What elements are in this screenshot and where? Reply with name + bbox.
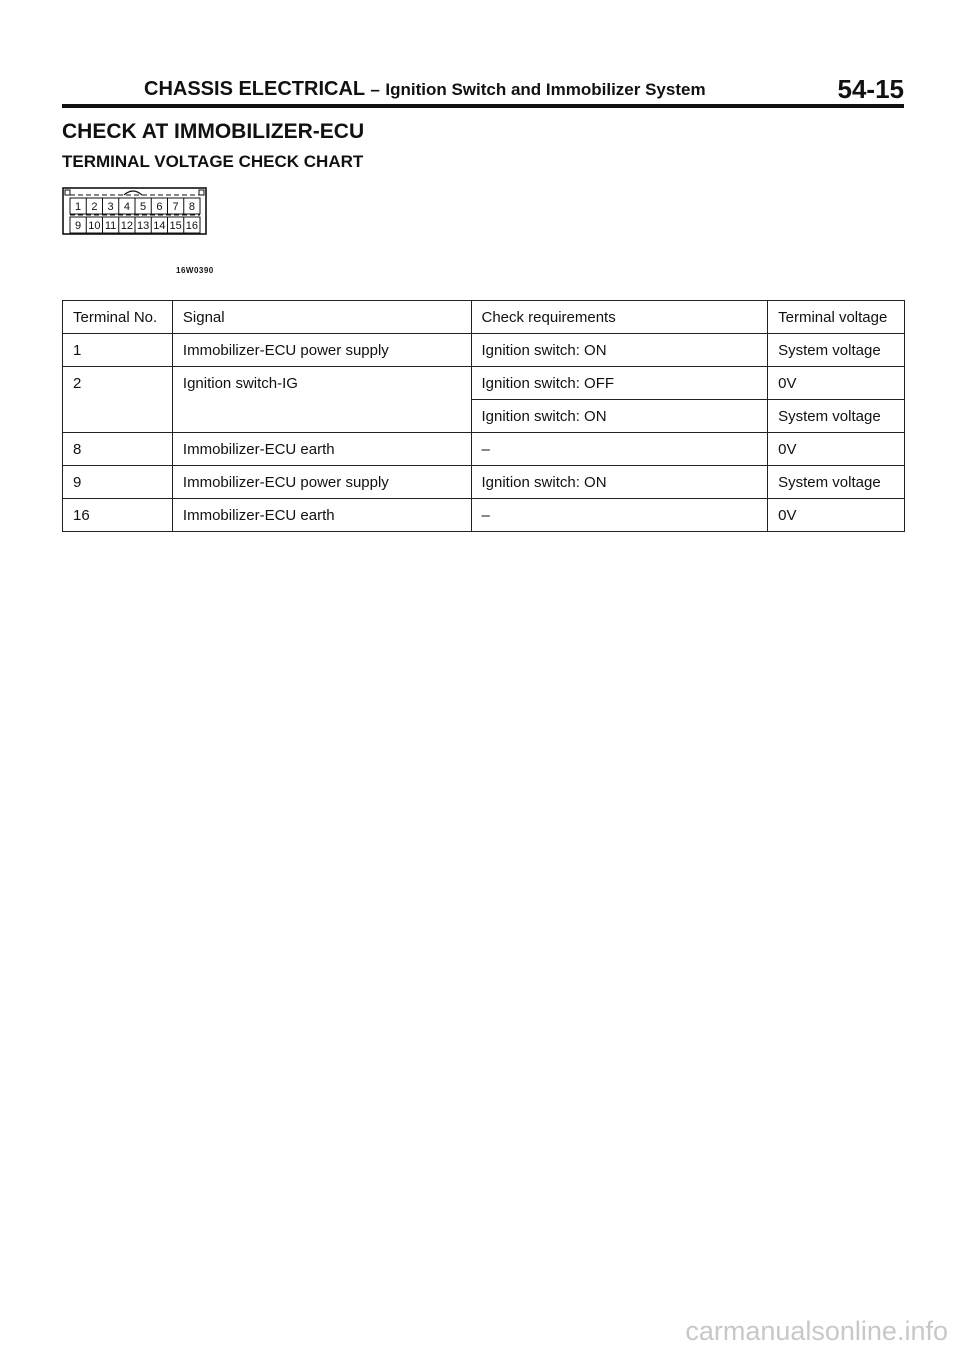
section-title: CHECK AT IMMOBILIZER-ECU (62, 120, 365, 143)
signal-cell: Immobilizer-ECU earth (172, 499, 471, 532)
watermark[interactable]: carmanualsonline.info (685, 1316, 948, 1346)
header-terminal-voltage: Terminal voltage (768, 301, 905, 334)
check-cell: Ignition switch: ON (471, 466, 768, 499)
pin-label: 14 (153, 220, 166, 232)
header-section: CHASSIS ELECTRICAL (144, 78, 365, 100)
signal-cell-empty (172, 400, 471, 433)
pin-label: 12 (120, 220, 134, 232)
pin-label: 15 (169, 220, 182, 232)
pin-label: 10 (88, 220, 101, 232)
voltage-cell: System voltage (768, 400, 905, 433)
voltage-cell: 0V (768, 499, 905, 532)
chart-title: TERMINAL VOLTAGE CHECK CHART (62, 152, 364, 171)
terminal-cell: 9 (63, 466, 173, 499)
check-cell: – (471, 433, 768, 466)
terminal-cell: 8 (63, 433, 173, 466)
signal-cell: Ignition switch-IG (172, 367, 471, 400)
page-header (62, 70, 904, 108)
connector-diagram (62, 186, 208, 236)
terminal-cell: 1 (63, 334, 173, 367)
header-terminal-no: Terminal No. (63, 301, 173, 334)
terminal-cell-empty (63, 400, 173, 433)
page-number: 54-15 (837, 74, 904, 104)
signal-cell: Immobilizer-ECU earth (172, 433, 471, 466)
pin-label: 2 (91, 201, 98, 213)
check-cell: Ignition switch: OFF (471, 367, 768, 400)
table-row (63, 433, 905, 466)
voltage-cell: System voltage (768, 334, 905, 367)
pin-label: 7 (172, 201, 179, 213)
pin-label: 3 (107, 201, 114, 213)
pin-label: 9 (75, 220, 82, 232)
check-cell: Ignition switch: ON (471, 400, 768, 433)
terminal-cell: 16 (63, 499, 173, 532)
pin-label: 11 (104, 220, 117, 232)
table-row (63, 466, 905, 499)
terminal-cell: 2 (63, 367, 173, 400)
pin-label: 5 (140, 201, 147, 213)
header-signal: Signal (172, 301, 471, 334)
header-check-requirements: Check requirements (471, 301, 768, 334)
table-row (63, 334, 905, 367)
pin-label: 6 (156, 201, 163, 213)
header-separator: – (370, 80, 380, 99)
signal-cell: Immobilizer-ECU power supply (172, 334, 471, 367)
table-row (63, 400, 905, 433)
pin-label: 13 (136, 220, 150, 232)
signal-cell: Immobilizer-ECU power supply (172, 466, 471, 499)
check-cell: – (471, 499, 768, 532)
pin-label: 1 (75, 201, 82, 213)
voltage-cell: 0V (768, 433, 905, 466)
figure-code: 16W0390 (176, 266, 214, 275)
pin-label: 8 (188, 201, 195, 213)
pin-label: 16 (185, 220, 199, 232)
terminal-voltage-table (62, 300, 905, 532)
table-row (63, 499, 905, 532)
voltage-cell: System voltage (768, 466, 905, 499)
table-row (63, 367, 905, 400)
header-title (144, 78, 706, 101)
pin-label: 4 (123, 201, 130, 213)
voltage-cell: 0V (768, 367, 905, 400)
header-subtitle: Ignition Switch and Immobilizer System (385, 80, 706, 99)
table-header-row (63, 301, 905, 334)
check-cell: Ignition switch: ON (471, 334, 768, 367)
